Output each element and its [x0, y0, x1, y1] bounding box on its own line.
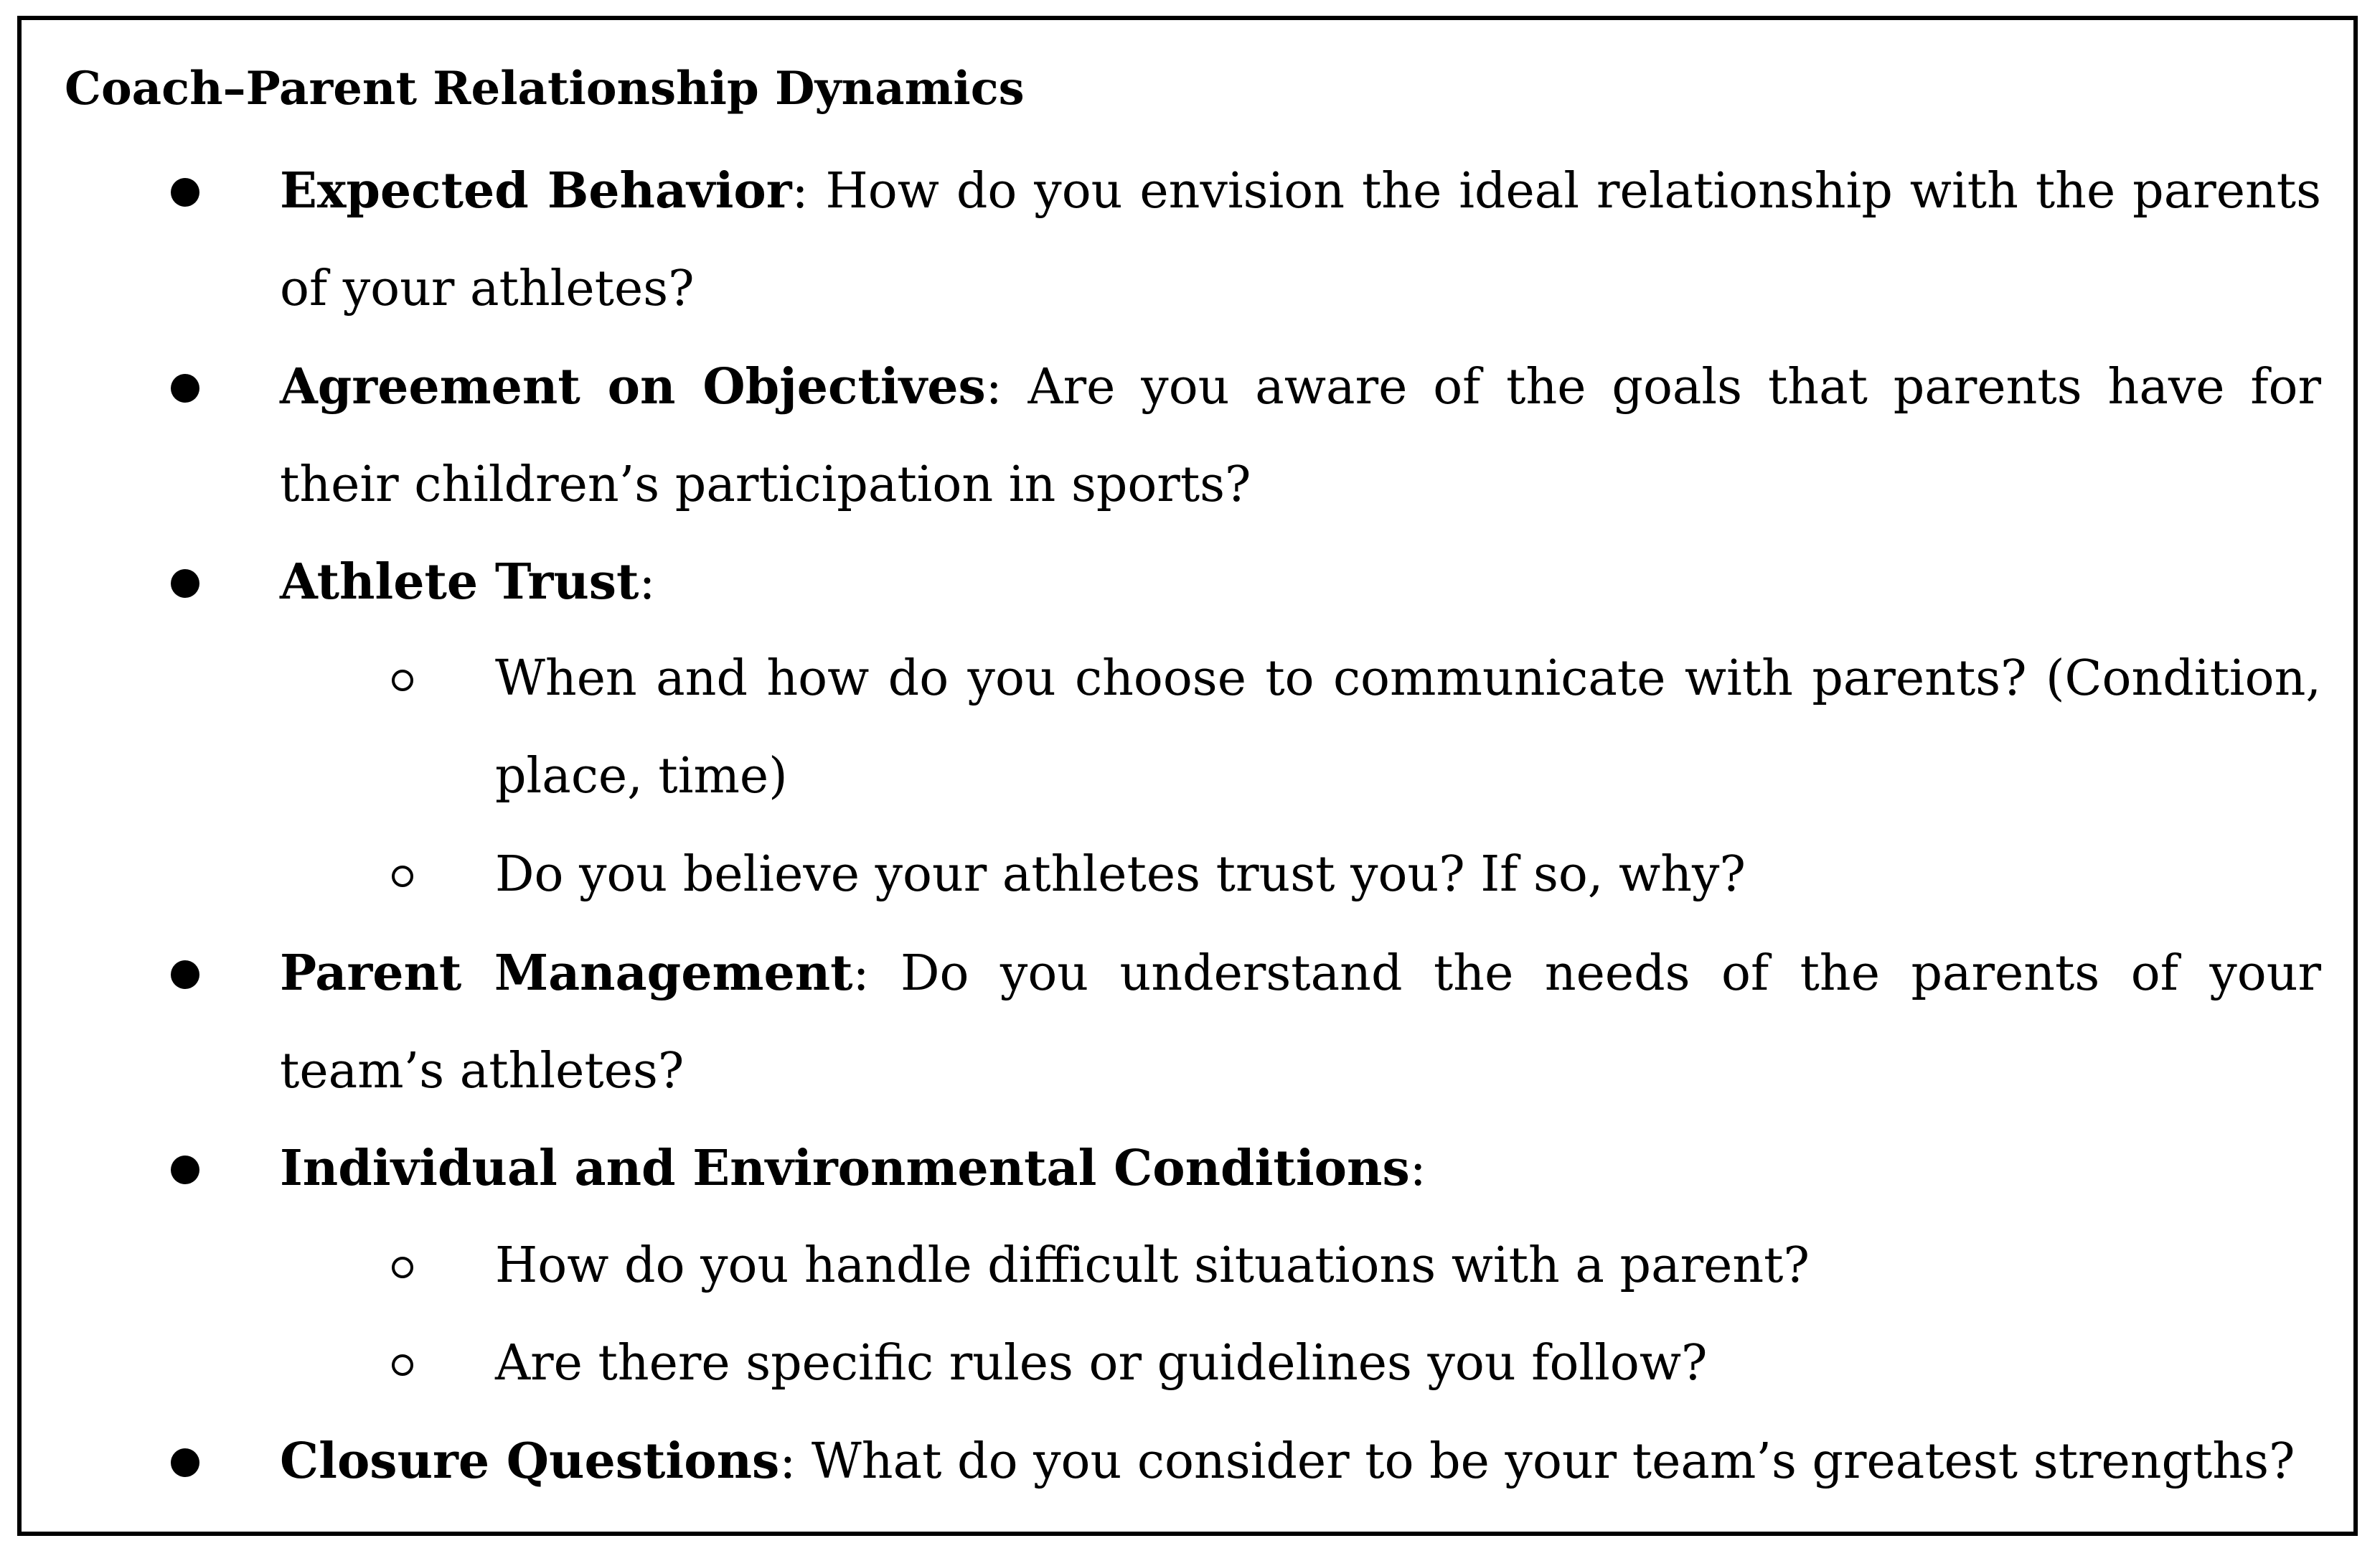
item-text: Do you understand the needs of the parents of your team’s athletes? — [280, 945, 2322, 1100]
item-label: Athlete Trust — [280, 553, 639, 611]
item-text: How do you envision the ideal relationship with the parents of your athletes? — [280, 163, 2321, 317]
item-label: Individual and Environmental Conditions — [280, 1140, 1410, 1197]
item-label: Closure Questions — [280, 1433, 780, 1490]
item-separator: : — [985, 359, 1002, 416]
sub-bullet-icon — [392, 866, 413, 887]
bullet-icon — [171, 1448, 199, 1477]
bullet-icon — [171, 178, 199, 207]
item-text: Are you aware of the goals that parents have for their children’s participation in sports? — [280, 359, 2321, 513]
item-label: Agreement on Objectives — [280, 358, 986, 416]
list-item-parent-management — [280, 924, 2321, 1120]
sub-list-item: How do you handle difficult situations with a parent? — [495, 1237, 1810, 1294]
list-item-closure-questions — [280, 1412, 2321, 1511]
list-item-agreement-on-objectives — [280, 338, 2321, 534]
list-item-athlete-trust — [280, 533, 2321, 632]
item-separator: : — [1409, 1140, 1426, 1197]
box-title: Coach–Parent Relationship Dynamics — [65, 62, 1025, 116]
sub-list-item: Are there specific rules or guidelines you follow? — [495, 1335, 1708, 1392]
item-separator: : — [791, 163, 809, 220]
bullet-icon — [171, 960, 199, 989]
item-separator: : — [639, 554, 656, 611]
item-separator: : — [852, 945, 870, 1002]
item-text: What do you consider to be your team’s greatest strengths? — [796, 1433, 2295, 1490]
sub-bullet-icon — [392, 670, 413, 691]
list-item-expected-behavior — [280, 142, 2321, 338]
sub-list-item: When and how do you choose to communicate with parents? (Condition, place, time) — [495, 650, 2321, 805]
list-item-individual-environmental-conditions — [280, 1120, 2321, 1218]
sub-bullet-icon — [392, 1257, 413, 1278]
bullet-icon — [171, 569, 199, 598]
sub-list-item: Do you believe your athletes trust you? If so, why? — [495, 846, 1746, 903]
item-label: Expected Behavior — [280, 162, 792, 220]
sub-bullet-icon — [392, 1354, 413, 1376]
bullet-icon — [171, 1156, 199, 1184]
item-label: Parent Management — [280, 945, 853, 1002]
bullet-icon — [171, 374, 199, 403]
item-separator: : — [779, 1433, 796, 1490]
